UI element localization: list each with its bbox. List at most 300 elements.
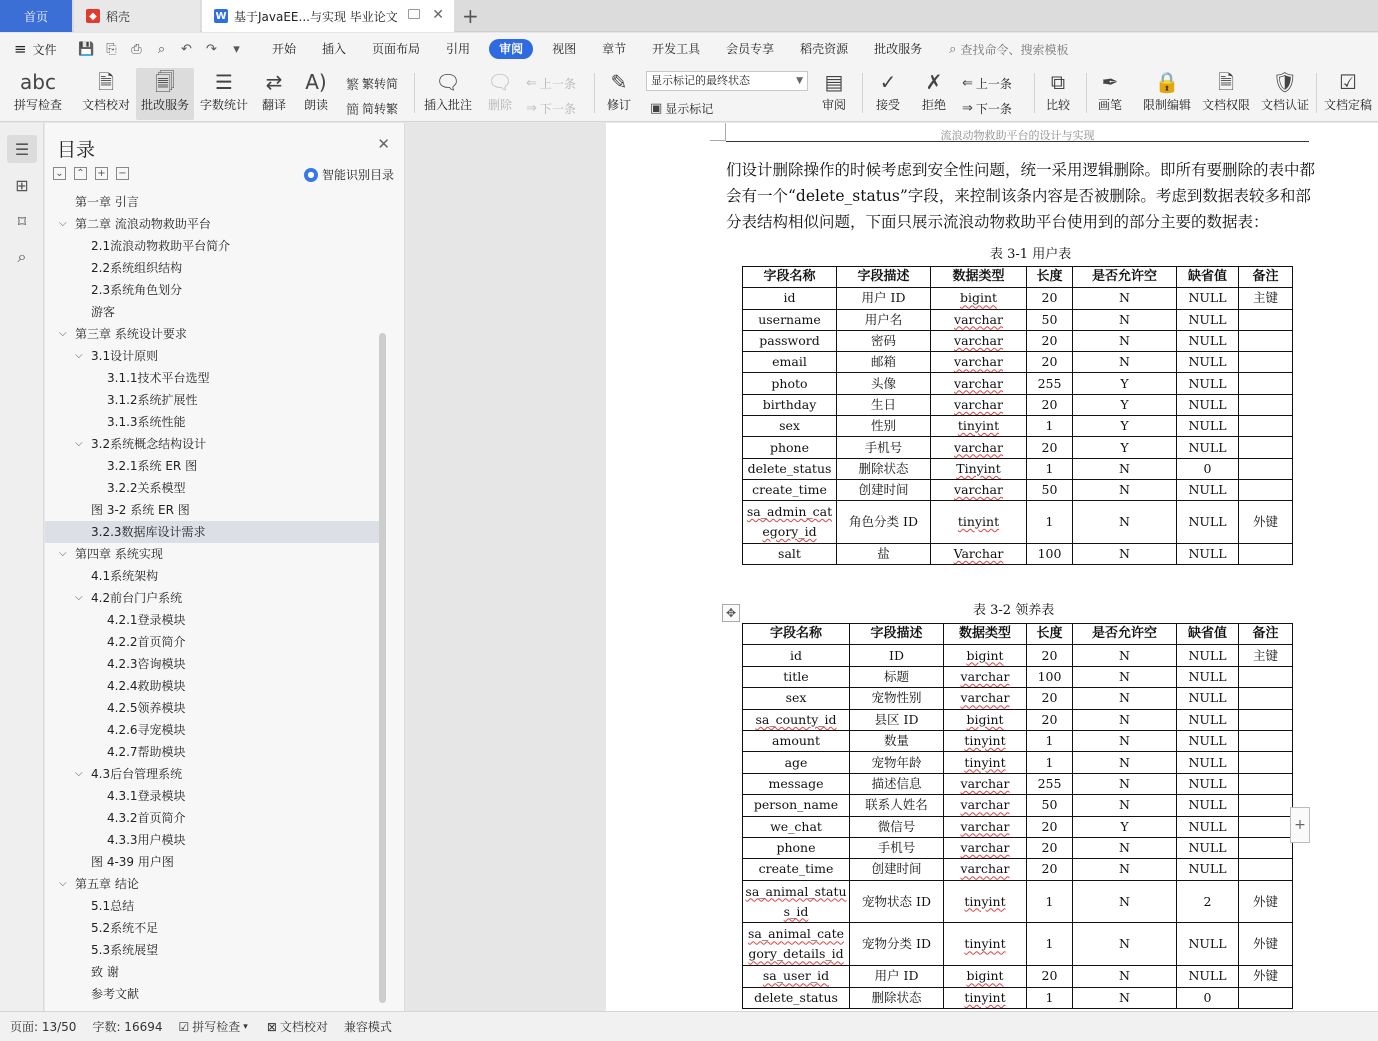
table-cell xyxy=(1073,373,1177,394)
table-cell-text: NULL xyxy=(1188,354,1227,370)
export-icon[interactable]: ⎘ xyxy=(106,41,117,57)
table-cell xyxy=(1027,773,1073,794)
table-cell-text: 删除状态 xyxy=(858,460,909,476)
table-cell xyxy=(850,795,944,816)
table-cell xyxy=(1073,795,1177,816)
table-cell-text: 描述信息 xyxy=(871,775,922,791)
table-cell xyxy=(1239,966,1293,987)
table-cell xyxy=(1027,394,1073,415)
table-cell-text: varchar xyxy=(960,668,1010,684)
review-pane-button[interactable] xyxy=(814,68,854,120)
toc-item[interactable] xyxy=(45,939,380,961)
compat-mode: 兼容模式 xyxy=(343,1020,392,1034)
table-cell xyxy=(1177,416,1239,437)
chevron-down-icon[interactable]: ⌵ xyxy=(75,768,83,779)
table-cell-text: 1 xyxy=(1045,754,1054,770)
table-cell xyxy=(1239,688,1293,709)
read-aloud-button[interactable] xyxy=(296,68,336,120)
checkbox-icon: ☑ xyxy=(178,1019,190,1034)
menu-view[interactable]: 视图 xyxy=(552,42,577,56)
save-icon[interactable]: 💾 xyxy=(78,41,95,57)
document-area xyxy=(406,123,1378,1011)
word-count-indicator[interactable]: 字数: 16694 xyxy=(92,1020,163,1034)
toc-item[interactable] xyxy=(45,301,380,323)
table-cell xyxy=(931,288,1027,309)
table-cell-text: NULL xyxy=(1188,775,1227,791)
table-cell-text: 2 xyxy=(1203,893,1212,909)
track-changes-button[interactable] xyxy=(598,68,640,120)
table-row xyxy=(743,730,1293,751)
toc-item[interactable] xyxy=(45,521,380,543)
toc-item[interactable] xyxy=(45,455,380,477)
tab-close-icon[interactable]: ✕ xyxy=(432,7,444,23)
tab-home[interactable] xyxy=(0,0,72,32)
close-icon[interactable]: ✕ xyxy=(377,135,390,153)
chevron-down-icon[interactable]: ⌵ xyxy=(59,218,67,229)
table-cell xyxy=(1177,437,1239,458)
command-search[interactable] xyxy=(949,41,1068,58)
toc-panel xyxy=(45,123,405,1011)
toc-item-label: 4.3.1登录模块 xyxy=(107,789,186,803)
table-cell xyxy=(1073,309,1177,330)
table-cell xyxy=(1177,330,1239,351)
table-cell xyxy=(1073,688,1177,709)
trad-to-simp-icon: 繁 xyxy=(346,77,360,93)
table-cell xyxy=(837,394,931,415)
table-cell xyxy=(1073,543,1177,564)
chevron-down-icon[interactable]: ⌵ xyxy=(75,592,83,603)
table-cell-text: sa_admin_category_id xyxy=(746,504,833,540)
table-cell xyxy=(743,309,837,330)
toc-item[interactable] xyxy=(45,433,380,455)
new-tab-icon[interactable]: + xyxy=(462,4,479,28)
toc-item[interactable] xyxy=(45,191,380,213)
table-cell-text: N xyxy=(1119,775,1130,791)
accept-label: 接受 xyxy=(875,98,900,112)
ribbon-review xyxy=(0,65,1378,122)
toc-item[interactable] xyxy=(45,763,380,785)
table-cell-text: 20 xyxy=(1041,354,1058,370)
redo-icon[interactable]: ↷ xyxy=(206,41,217,57)
margin-corner-mark xyxy=(710,123,726,141)
table-cell xyxy=(743,352,837,373)
menu-review[interactable]: 审阅 xyxy=(489,39,533,59)
toc-item[interactable] xyxy=(45,917,380,939)
table-move-icon[interactable]: ✥ xyxy=(722,604,740,622)
table-cell xyxy=(1073,501,1177,544)
table-cell-text: varchar xyxy=(954,354,1003,370)
toc-item[interactable] xyxy=(45,389,380,411)
next-change-button[interactable] xyxy=(962,98,1012,118)
table-cell xyxy=(931,394,1027,415)
table-cell-text: 1 xyxy=(1045,893,1054,909)
table-cell-text: N xyxy=(1119,311,1130,327)
trad-to-simp-button[interactable] xyxy=(346,73,398,93)
table-cell xyxy=(944,816,1027,837)
table-cell-text: Y xyxy=(1120,439,1129,455)
print-icon[interactable]: ⎙ xyxy=(131,41,142,57)
menu-start[interactable]: 开始 xyxy=(272,42,297,56)
expand-all-icon[interactable]: ⌃ xyxy=(74,167,87,180)
table-cell xyxy=(743,394,837,415)
table-cell-text: 性别 xyxy=(870,418,896,434)
page-header: 流浪动物救助平台的设计与实现 xyxy=(940,129,1095,142)
file-menu[interactable] xyxy=(0,40,74,58)
prev-change-button[interactable] xyxy=(962,73,1012,93)
table-cell-text: 角色分类 ID xyxy=(849,514,918,530)
table-cell xyxy=(944,688,1027,709)
toc-item-label: 游客 xyxy=(91,305,116,319)
table-row xyxy=(743,373,1293,394)
toc-item-label: 4.2前台门户系统 xyxy=(91,591,183,605)
pen-button[interactable] xyxy=(1092,68,1128,120)
table-cell-text: 联系人姓名 xyxy=(865,797,928,813)
table-cell-text: N xyxy=(1119,290,1130,306)
chevron-down-icon[interactable]: ⌵ xyxy=(75,438,83,449)
table-cell xyxy=(1073,880,1177,923)
command-search-placeholder: 查找命令、搜索模板 xyxy=(960,42,1069,57)
tab-window-icon[interactable] xyxy=(408,9,420,19)
table-cell xyxy=(1177,288,1239,309)
compare-button[interactable] xyxy=(1038,68,1078,120)
table-cell-text: sa_animal_category_details_id xyxy=(747,926,845,962)
table-cell-text: birthday xyxy=(762,396,817,412)
menu-member[interactable]: 会员专享 xyxy=(726,42,775,56)
toc-item-label: 第五章 结论 xyxy=(75,877,139,891)
table-cell-text: username xyxy=(758,311,821,327)
toc-scrollbar[interactable] xyxy=(379,333,386,1003)
table-header-cell: 备注 xyxy=(1239,624,1293,645)
table-cell xyxy=(1239,752,1293,773)
status-spell-check[interactable] xyxy=(179,1018,251,1035)
table-cell-text: 0 xyxy=(1203,989,1212,1005)
menu-insert[interactable]: 插入 xyxy=(322,42,347,56)
table2-caption: 表 3-2 领养表 xyxy=(973,603,1055,618)
document-page[interactable] xyxy=(606,123,1378,1011)
toc-item-label: 4.2.7帮助模块 xyxy=(107,745,186,759)
toc-item[interactable] xyxy=(45,719,380,741)
toc-item[interactable] xyxy=(45,477,380,499)
table-cell-text: 0 xyxy=(1203,460,1212,476)
table-cell-text: delete_status xyxy=(747,460,832,476)
reject-icon: ✗ xyxy=(925,70,943,94)
spell-check-button[interactable] xyxy=(8,68,68,120)
table-cell-text: 20 xyxy=(1041,840,1058,856)
header-rule xyxy=(726,141,1309,142)
table-cell-text: 头像 xyxy=(870,375,896,391)
table-cell xyxy=(1027,458,1073,479)
proofread-button[interactable] xyxy=(78,68,134,120)
hamburger-icon: ≡ xyxy=(14,40,27,58)
table-cell xyxy=(1239,923,1293,966)
toc-toolbar xyxy=(53,167,129,180)
prev-change-icon: ⇐ xyxy=(962,75,973,91)
toc-item[interactable] xyxy=(45,367,380,389)
table-cell-text: N xyxy=(1119,840,1130,856)
table-cell-text: tinyint xyxy=(957,418,1000,434)
table-row xyxy=(743,966,1293,987)
table-cell-text: 宠物性别 xyxy=(871,690,922,706)
toc-item[interactable] xyxy=(45,697,380,719)
restrict-editing-button[interactable] xyxy=(1138,68,1196,120)
toc-item[interactable] xyxy=(45,851,380,873)
customize-icon[interactable]: ▾ xyxy=(233,41,240,57)
toc-item[interactable] xyxy=(45,653,380,675)
table-cell xyxy=(850,859,944,880)
simp-to-trad-label: 简转繁 xyxy=(362,101,399,116)
track-changes-label: 修订 xyxy=(606,98,631,112)
toc-item[interactable] xyxy=(45,741,380,763)
menu-review-service[interactable]: 批改服务 xyxy=(874,42,923,56)
table-cell-text: varchar xyxy=(960,775,1010,791)
chevron-down-icon[interactable]: ⌵ xyxy=(59,878,67,889)
table-cell xyxy=(1073,416,1177,437)
reject-button[interactable] xyxy=(914,68,954,120)
toc-item[interactable] xyxy=(45,279,380,301)
table-cell xyxy=(743,330,837,351)
table-cell xyxy=(743,966,850,987)
table-cell-text: N xyxy=(1119,797,1130,813)
status-proofread[interactable] xyxy=(267,1018,328,1035)
toc-item[interactable] xyxy=(45,565,380,587)
toc-item[interactable] xyxy=(45,807,380,829)
table-cell xyxy=(1177,352,1239,373)
read-aloud-icon: A) xyxy=(305,70,327,94)
table-cell-text: person_name xyxy=(753,797,839,813)
status-bar xyxy=(0,1011,1378,1041)
doc-rights-icon: 🗎 xyxy=(1217,70,1235,94)
table-row xyxy=(743,479,1293,500)
table-cell xyxy=(837,330,931,351)
table-cell-text: NULL xyxy=(1188,482,1227,498)
word-count-label: 字数统计 xyxy=(199,98,248,112)
toc-item[interactable] xyxy=(45,345,380,367)
toc-item[interactable] xyxy=(45,961,380,983)
menu-chapter[interactable]: 章节 xyxy=(602,42,627,56)
toc-item-label: 2.2系统组织结构 xyxy=(91,261,183,275)
tab-home-label: 首页 xyxy=(23,9,48,24)
table-cell-text: varchar xyxy=(954,439,1003,455)
toc-item[interactable] xyxy=(45,235,380,257)
table-cell-text: N xyxy=(1119,968,1130,984)
table-cell xyxy=(743,987,850,1008)
table-cell-text: varchar xyxy=(960,840,1010,856)
prev-comment-button[interactable] xyxy=(526,73,576,93)
toc-item[interactable] xyxy=(45,257,380,279)
table-cell xyxy=(837,416,931,437)
table-cell xyxy=(1239,645,1293,666)
table-header-cell: 字段描述 xyxy=(850,624,944,645)
chevron-down-icon[interactable]: ⌵ xyxy=(59,328,67,339)
table-cell xyxy=(1073,987,1177,1008)
ribbon-separator xyxy=(1086,73,1087,113)
menu-page-layout[interactable]: 页面布局 xyxy=(372,42,421,56)
table-cell-text: 20 xyxy=(1041,861,1058,877)
toc-item[interactable] xyxy=(45,411,380,433)
insert-comment-button[interactable] xyxy=(420,68,476,120)
table-cell-text: 外键 xyxy=(1252,893,1278,909)
chapter-nav-icon[interactable]: ⊞ xyxy=(15,175,29,195)
collapse-all-icon[interactable]: ⌄ xyxy=(53,167,66,180)
table-cell xyxy=(1177,773,1239,794)
table-cell-text: tinyint xyxy=(964,936,1006,952)
toc-item-label: 3.2.1系统 ER 图 xyxy=(107,459,198,473)
table-cell xyxy=(1027,352,1073,373)
delete-comment-button[interactable] xyxy=(478,68,522,120)
status-spell-label: 拼写检查 xyxy=(192,1020,241,1034)
word-count-button[interactable] xyxy=(196,68,252,120)
finalize-button[interactable] xyxy=(1320,68,1376,120)
table-cell-text: N xyxy=(1119,460,1130,476)
toc-item[interactable] xyxy=(45,587,380,609)
table-cell-text: sa_user_id xyxy=(762,968,830,984)
undo-icon[interactable]: ↶ xyxy=(181,41,192,57)
toc-item[interactable] xyxy=(45,873,380,895)
toc-item-label: 4.3后台管理系统 xyxy=(91,767,183,781)
toc-item-label: 致 谢 xyxy=(91,965,119,979)
table-cell-text: 20 xyxy=(1041,818,1058,834)
table-cell-text: NULL xyxy=(1188,818,1227,834)
delete-comment-icon: 🗨 xyxy=(487,70,513,94)
toc-item[interactable] xyxy=(45,785,380,807)
doc-certify-label: 文档认证 xyxy=(1260,98,1309,112)
table-cell-text: tinyint xyxy=(964,733,1006,749)
review-pane-label: 审阅 xyxy=(821,98,846,112)
doc-rights-label: 文档权限 xyxy=(1201,98,1250,112)
toc-item[interactable] xyxy=(45,609,380,631)
toc-item[interactable] xyxy=(45,213,380,235)
table-cell-text: 生日 xyxy=(870,396,896,412)
review-service-button[interactable] xyxy=(136,68,194,120)
table-cell-text: 20 xyxy=(1041,396,1058,412)
table-cell-text: 100 xyxy=(1037,668,1062,684)
table-cell xyxy=(1177,730,1239,751)
menu-references[interactable]: 引用 xyxy=(446,42,471,56)
toc-item[interactable] xyxy=(45,543,380,565)
table-cell xyxy=(1239,437,1293,458)
table-cell xyxy=(1239,416,1293,437)
simp-to-trad-button[interactable] xyxy=(346,98,398,118)
toc-item[interactable] xyxy=(45,675,380,697)
table-cell xyxy=(1239,837,1293,858)
prev-change-label: 上一条 xyxy=(975,76,1012,91)
smart-toc-button[interactable] xyxy=(304,166,394,183)
menu-developer[interactable]: 开发工具 xyxy=(652,42,701,56)
chevron-down-icon[interactable]: ⌵ xyxy=(59,548,67,559)
table-cell xyxy=(944,709,1027,730)
search-icon: ⌕ xyxy=(949,41,957,57)
toc-item[interactable] xyxy=(45,631,380,653)
toc-item[interactable] xyxy=(45,829,380,851)
table-row xyxy=(743,330,1293,351)
print-preview-icon[interactable]: ⌕ xyxy=(157,41,166,57)
table-header-cell: 数据类型 xyxy=(931,267,1027,288)
add-column-icon[interactable]: + xyxy=(1290,807,1310,843)
table-cell xyxy=(1073,923,1177,966)
proofread-small-icon: ⊠ xyxy=(266,1019,277,1034)
table-cell-text: 255 xyxy=(1037,375,1062,391)
toc-item-label: 4.3.2首页简介 xyxy=(107,811,186,825)
table-cell-text: we_chat xyxy=(770,818,822,834)
page-indicator[interactable]: 页面: 13/50 xyxy=(10,1020,77,1034)
doc-certify-button[interactable] xyxy=(1256,68,1314,120)
translate-button[interactable] xyxy=(254,68,294,120)
proofread-label: 文档校对 xyxy=(81,98,130,112)
chevron-down-icon[interactable]: ⌵ xyxy=(75,350,83,361)
table-cell xyxy=(850,773,944,794)
table-cell-text: 宠物年龄 xyxy=(871,754,922,770)
tab-document-label: 基于JavaEE...与实现 毕业论文 xyxy=(234,9,398,24)
table-cell xyxy=(837,458,931,479)
remove-level-icon[interactable]: − xyxy=(116,167,129,180)
table-cell xyxy=(931,373,1027,394)
tab-document[interactable] xyxy=(202,0,454,32)
find-icon[interactable]: ⌕ xyxy=(17,247,27,266)
table-cell-text: NULL xyxy=(1188,797,1227,813)
table-cell xyxy=(1177,309,1239,330)
table-cell-text: NULL xyxy=(1188,333,1227,349)
bookmark-icon[interactable]: ⌑ xyxy=(17,211,27,231)
table-cell xyxy=(1239,795,1293,816)
table-cell xyxy=(850,709,944,730)
toc-item-label: 4.2.2首页简介 xyxy=(107,635,186,649)
table-cell-text: NULL xyxy=(1188,840,1227,856)
read-aloud-label: 朗读 xyxy=(303,98,328,112)
tab-daoke[interactable] xyxy=(74,0,200,32)
toc-item[interactable] xyxy=(45,895,380,917)
table-row xyxy=(743,352,1293,373)
toc-item[interactable] xyxy=(45,499,380,521)
table-cell xyxy=(850,837,944,858)
show-markup-button[interactable] xyxy=(650,98,713,118)
table-cell xyxy=(1073,752,1177,773)
accept-button[interactable] xyxy=(868,68,908,120)
table-cell xyxy=(1027,795,1073,816)
outline-panel-icon[interactable]: ☰ xyxy=(7,135,37,163)
proofread-icon: 🗎 xyxy=(97,70,115,94)
table-cell-text: 外键 xyxy=(1252,968,1278,984)
menu-daoke-resources[interactable]: 稻壳资源 xyxy=(800,42,849,56)
toc-item[interactable] xyxy=(45,323,380,345)
table-cell-text: varchar xyxy=(954,333,1003,349)
table-cell-text: amount xyxy=(772,733,820,749)
table-cell xyxy=(837,437,931,458)
doc-rights-button[interactable] xyxy=(1198,68,1254,120)
table-row xyxy=(743,666,1293,687)
add-level-icon[interactable]: + xyxy=(95,167,108,180)
table-cell-text: salt xyxy=(778,546,801,561)
table-cell-text: 255 xyxy=(1037,775,1062,791)
table-cell xyxy=(1239,479,1293,500)
table-cell xyxy=(1239,859,1293,880)
next-comment-button[interactable] xyxy=(526,98,576,118)
table-cell xyxy=(944,923,1027,966)
table-row xyxy=(743,645,1293,666)
tab-bar xyxy=(0,0,1378,32)
markup-state-select[interactable] xyxy=(646,71,808,91)
table-cell-text: NULL xyxy=(1188,311,1227,327)
table-cell-text: N xyxy=(1119,861,1130,877)
table-cell xyxy=(944,859,1027,880)
table-row xyxy=(743,309,1293,330)
toc-item-label: 4.2.5领养模块 xyxy=(107,701,186,715)
table-cell xyxy=(944,837,1027,858)
toc-item-label: 5.3系统展望 xyxy=(91,943,159,957)
show-markup-icon: ▣ xyxy=(650,100,663,116)
table-cell-text: N xyxy=(1119,668,1130,684)
table-cell-text: Tinyint xyxy=(956,460,1001,476)
toc-item[interactable] xyxy=(45,983,380,1005)
